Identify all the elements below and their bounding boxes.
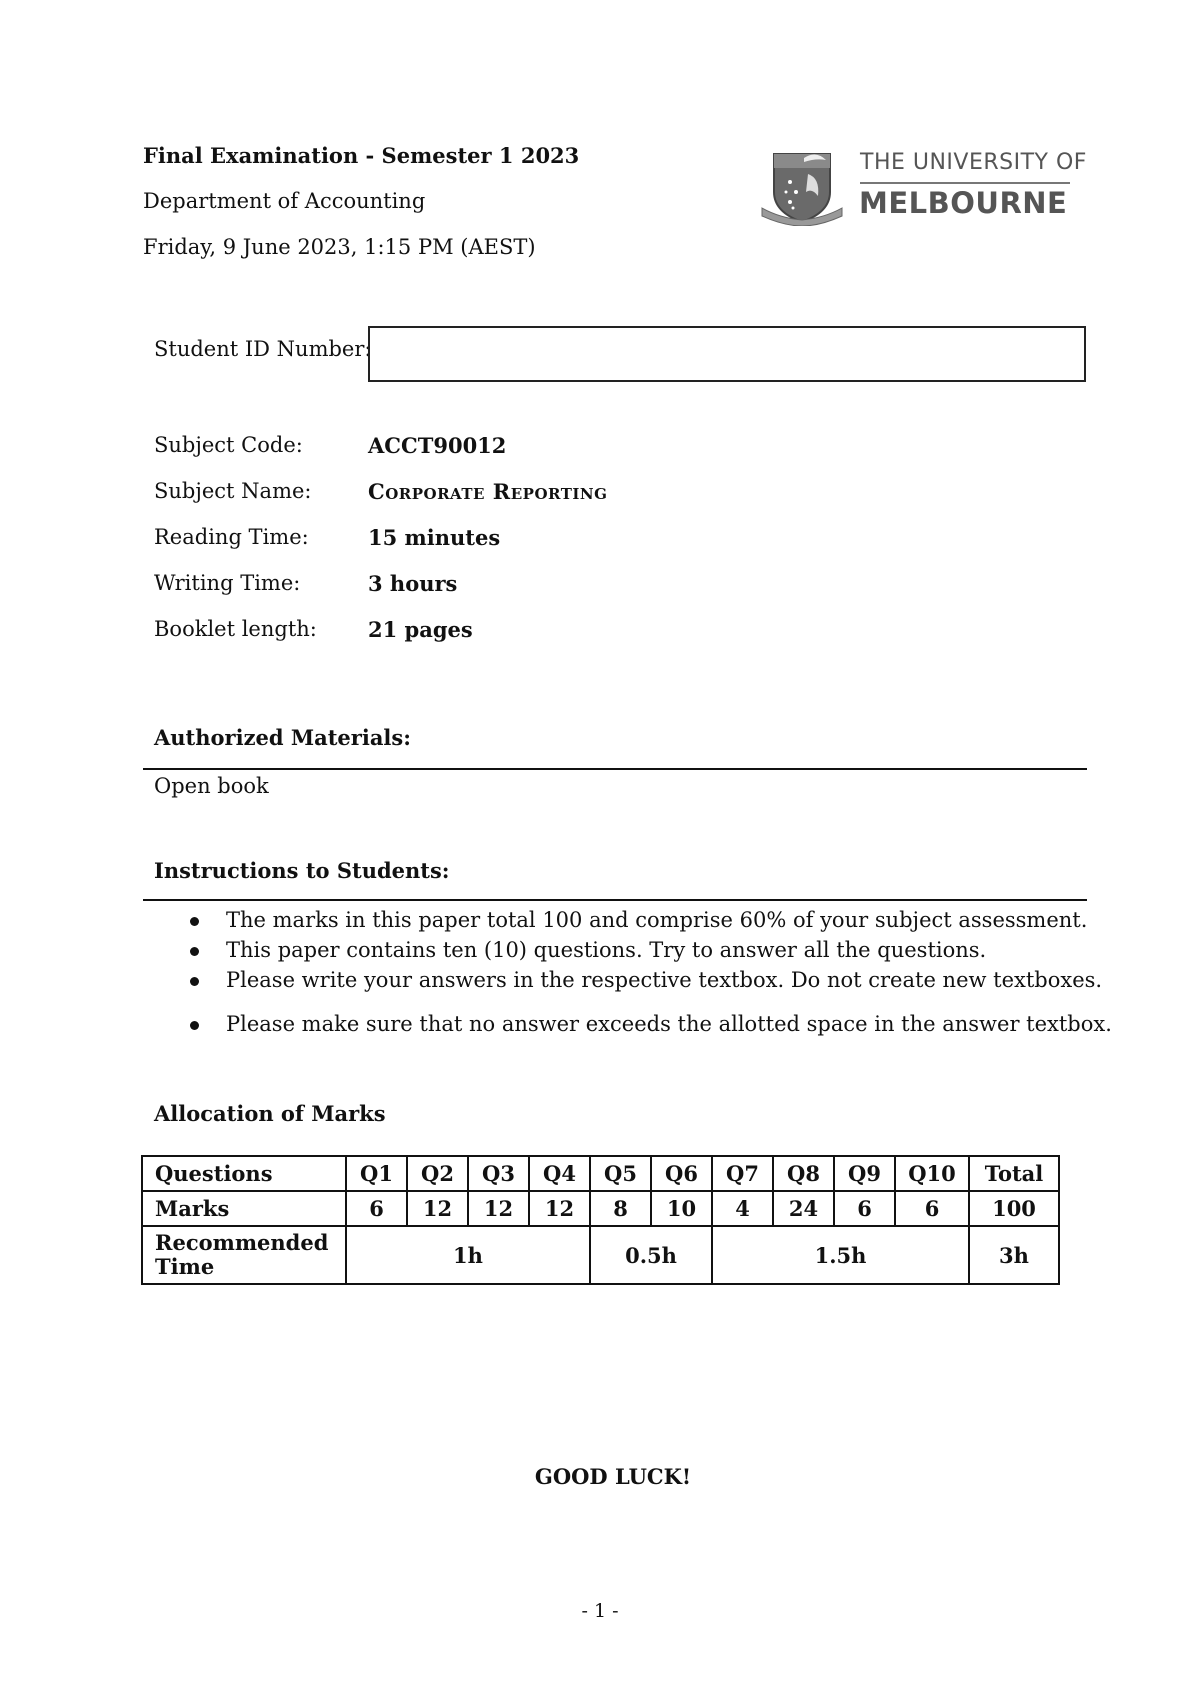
- table-row-recommended: [142, 1226, 1059, 1284]
- table-cell: Q2: [407, 1156, 468, 1191]
- row-header: Recommended Time: [142, 1226, 346, 1284]
- subject-code-value: ACCT90012: [368, 433, 507, 458]
- logo-divider: [860, 182, 1070, 184]
- table-cell: 12: [468, 1191, 529, 1226]
- table-cell: 10: [651, 1191, 712, 1226]
- table-cell: 12: [529, 1191, 590, 1226]
- table-row-marks: [142, 1191, 1059, 1226]
- instruction-item: [190, 905, 1112, 935]
- table-cell: Q3: [468, 1156, 529, 1191]
- instruction-item: [190, 1009, 1112, 1039]
- table-cell: Q6: [651, 1156, 712, 1191]
- table-cell: 1.5h: [712, 1226, 969, 1284]
- row-header: Marks: [142, 1191, 346, 1226]
- logo-line-2: MELBOURNE: [859, 186, 1068, 220]
- bullet-icon: [190, 1021, 199, 1030]
- logo-line-1: THE UNIVERSITY OF: [860, 150, 1087, 175]
- table-cell: 4: [712, 1191, 773, 1226]
- instruction-item: [190, 935, 1112, 965]
- table-cell: 100: [969, 1191, 1059, 1226]
- row-header: Questions: [142, 1156, 346, 1191]
- university-logo: [760, 148, 1087, 228]
- instructions-heading: Instructions to Students:: [154, 858, 450, 883]
- table-cell: 0.5h: [590, 1226, 712, 1284]
- table-cell: Q4: [529, 1156, 590, 1191]
- table-cell: Q8: [773, 1156, 834, 1191]
- bullet-icon: [190, 917, 199, 926]
- instruction-text: Please write your answers in the respective textbox. Do not create new textboxes.: [226, 968, 1103, 992]
- instruction-text: Please make sure that no answer exceeds the allotted space in the answer textbox.: [226, 1012, 1112, 1036]
- booklet-length-value: 21 pages: [368, 617, 473, 642]
- crest-icon: [760, 148, 844, 226]
- student-id-field[interactable]: [368, 326, 1086, 382]
- subject-name-label: Subject Name:: [154, 479, 312, 503]
- bullet-icon: [190, 977, 199, 986]
- authorized-materials-heading: Authorized Materials:: [154, 725, 411, 750]
- bullet-icon: [190, 947, 199, 956]
- writing-time-value: 3 hours: [368, 571, 458, 596]
- table-row-questions: [142, 1156, 1059, 1191]
- instructions-divider: [143, 899, 1087, 901]
- subject-name-value: Corporate Reporting: [368, 479, 608, 504]
- table-cell: 12: [407, 1191, 468, 1226]
- writing-time-label: Writing Time:: [154, 571, 301, 595]
- table-cell: 6: [834, 1191, 895, 1226]
- table-cell: 1h: [346, 1226, 590, 1284]
- table-cell: Q5: [590, 1156, 651, 1191]
- reading-time-value: 15 minutes: [368, 525, 501, 550]
- table-cell: Total: [969, 1156, 1059, 1191]
- authorized-materials-text: Open book: [154, 774, 269, 798]
- booklet-length-label: Booklet length:: [154, 617, 317, 641]
- instruction-item: [190, 965, 1112, 995]
- table-cell: Q10: [895, 1156, 969, 1191]
- instruction-text: This paper contains ten (10) questions. Try to answer all the questions.: [226, 938, 987, 962]
- instruction-text: The marks in this paper total 100 and comprise 60% of your subject assessment.: [226, 908, 1088, 932]
- department: Department of Accounting: [143, 189, 426, 213]
- page-number: - 1 -: [581, 1600, 619, 1622]
- allocation-heading: Allocation of Marks: [154, 1101, 386, 1126]
- table-cell: Q7: [712, 1156, 773, 1191]
- exam-datetime: Friday, 9 June 2023, 1:15 PM (AEST): [143, 235, 536, 259]
- reading-time-label: Reading Time:: [154, 525, 309, 549]
- table-cell: 6: [895, 1191, 969, 1226]
- table-cell: Q1: [346, 1156, 407, 1191]
- table-cell: 8: [590, 1191, 651, 1226]
- authorized-divider: [143, 768, 1087, 770]
- table-cell: 3h: [969, 1226, 1059, 1284]
- exam-title: Final Examination - Semester 1 2023: [143, 143, 580, 168]
- subject-code-label: Subject Code:: [154, 433, 303, 457]
- student-id-label: Student ID Number:: [154, 337, 372, 361]
- table-cell: 6: [346, 1191, 407, 1226]
- marks-table: [141, 1155, 1060, 1285]
- table-cell: Q9: [834, 1156, 895, 1191]
- good-luck-text: GOOD LUCK!: [534, 1464, 692, 1489]
- instructions-list: [190, 905, 1112, 1039]
- table-cell: 24: [773, 1191, 834, 1226]
